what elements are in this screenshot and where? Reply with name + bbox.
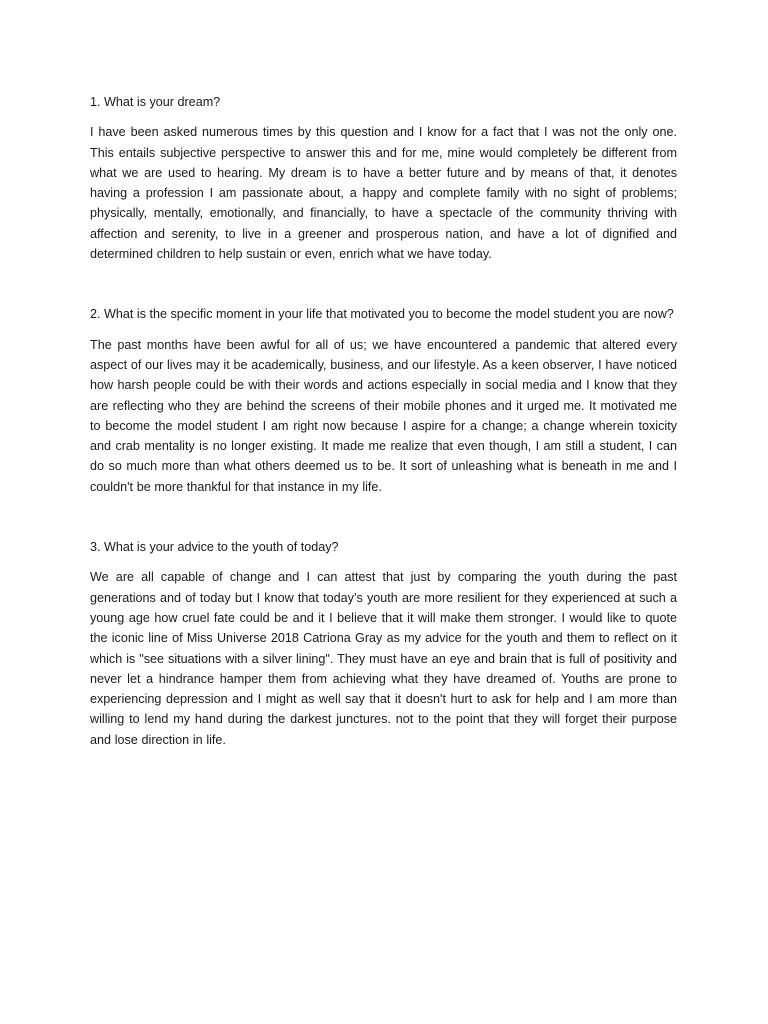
answer-paragraph-2: The past months have been awful for all of us; we have encountered a pandemic that altered every aspect of our lives may it be academically, business, and our lifestyle. As a keen observer, I have noticed how harsh people could be with their words and actions especially in social media and I know that they are reflecting who they are behind the screens of their mobile phones and it urged me. It motivated me to become the model student I am right now because I aspire for a change; a change wherein toxicity and crab mentality is no longer existing. It made me realize that even though, I am still a student, I can do so much more than what others deemed us to be. It sort of unleashing what is beneath in me and I couldn't be more thankful for that instance in my life. [90,337,677,494]
question-section-1 [90,92,677,264]
answer-paragraph-3: We are all capable of change and I can attest that just by comparing the youth during the past generations and of today but I know that today’s youth are more resilient for they experienced at such a young age how cruel fate could be and it I believe that it will make them stronger. I would like to quote the iconic line of Miss Universe 2018 Catriona Gray as my advice for the youth and them to reflect on it which is "see situations with a silver lining". They must have an eye and brain that is full of positivity and never let a hindrance hamper them from achieving what they have dreamed of. Youths are prone to experiencing depression and I might as well say that it doesn't hurt to ask for help and I am more than willing to lend my hand during the darkest junctures. not to the point that they will forget their purpose and lose direction in life. [90,570,677,747]
question-section-2 [90,304,677,497]
question-heading-2: 2. What is the specific moment in your life that motivated you to become the model student you are now? [90,307,674,322]
answer-paragraph-1: I have been asked numerous times by this question and I know for a fact that I was not the only one. This entails subjective perspective to answer this and for me, mine would completely be different from what we are used to hearing. My dream is to have a better future and by means of that, it denotes having a profession I am passionate about, a happy and complete family with no sight of problems; physically, mentally, emotionally, and financially, to have a spectacle of the community thriving with affection and serenity, to live in a greener and prosperous nation, and have a lot of dignified and determined children to help sustain or even, enrich what we have today. [90,125,677,262]
question-heading-3: 3. What is your advice to the youth of today? [90,540,339,555]
document-body [90,92,677,750]
question-heading-1: 1. What is your dream? [90,95,221,109]
question-section-3 [90,537,677,750]
